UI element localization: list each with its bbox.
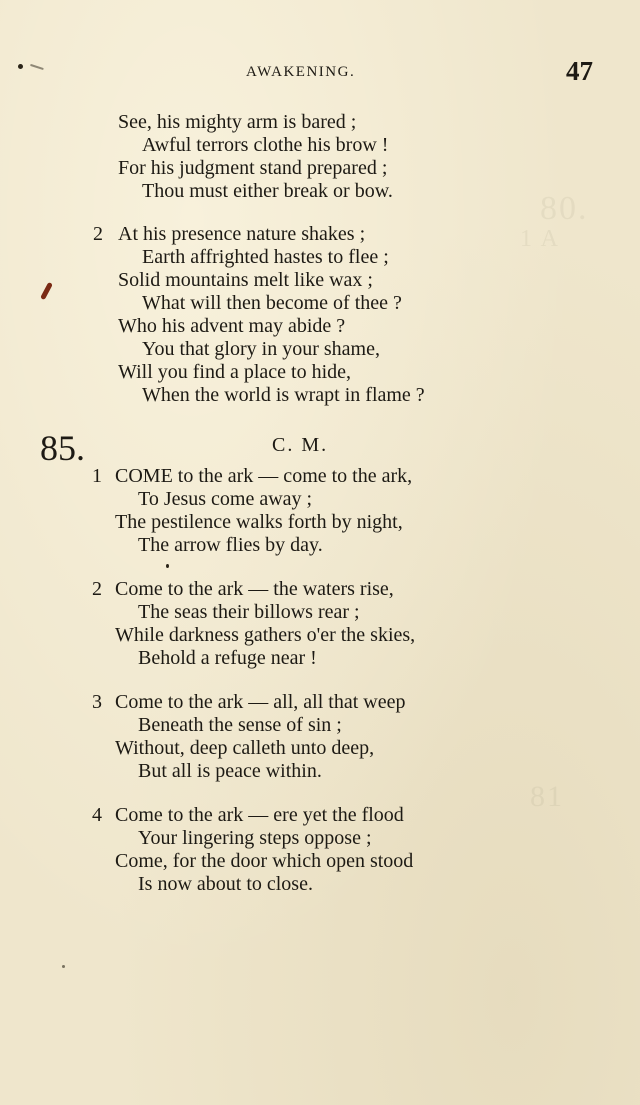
verse-line: Come to the ark — ere yet the flood bbox=[115, 804, 404, 826]
verse-line: What will then become of thee ? bbox=[142, 292, 402, 314]
verse-line: Come to the ark — all, all that weep bbox=[115, 691, 406, 713]
verse-line: At his presence nature shakes ; bbox=[118, 223, 366, 245]
verse-line: While darkness gathers o'er the skies, bbox=[115, 624, 416, 646]
bleed-through-mark: 1 A bbox=[520, 226, 561, 252]
verse-line: Solid mountains melt like wax ; bbox=[118, 269, 373, 291]
verse-line: Behold a refuge near ! bbox=[138, 647, 317, 669]
verse-line: Thou must either break or bow. bbox=[142, 180, 393, 202]
running-head: AWAKENING. bbox=[246, 64, 356, 80]
verse-line: Beneath the sense of sin ; bbox=[138, 714, 342, 736]
stanza-number: 2 bbox=[92, 578, 102, 600]
ink-speck bbox=[62, 965, 65, 968]
ink-speck bbox=[166, 564, 169, 568]
verse-line: Earth affrighted hastes to flee ; bbox=[142, 246, 389, 268]
page-header bbox=[0, 56, 640, 88]
verse-line: For his judgment stand prepared ; bbox=[118, 157, 388, 179]
verse-line: You that glory in your shame, bbox=[142, 338, 380, 360]
page-number: 47 bbox=[566, 56, 593, 86]
stanza-number: 4 bbox=[92, 804, 102, 826]
verse-line: The seas their billows rear ; bbox=[138, 601, 360, 623]
bleed-through-mark: 80. bbox=[540, 190, 589, 227]
verse-line: The pestilence walks forth by night, bbox=[115, 511, 403, 533]
verse-line: COME to the ark — come to the ark, bbox=[115, 465, 413, 487]
verse-line: Your lingering steps oppose ; bbox=[138, 827, 372, 849]
ink-mark bbox=[40, 282, 53, 300]
stanza-number: 2 bbox=[93, 223, 103, 245]
verse-line: See, his mighty arm is bared ; bbox=[118, 111, 357, 133]
verse-line: Come to the ark — the waters rise, bbox=[115, 578, 394, 600]
verse-line: Come, for the door which open stood bbox=[115, 850, 414, 872]
verse-line: Awful terrors clothe his brow ! bbox=[142, 134, 389, 156]
hymn-number: 85. bbox=[40, 428, 85, 468]
hymn-meter: C. M. bbox=[272, 434, 329, 456]
verse-line: Who his advent may abide ? bbox=[118, 315, 346, 337]
stanza-number: 3 bbox=[92, 691, 102, 713]
bleed-through-mark: 81 bbox=[530, 780, 564, 813]
verse-line: Is now about to close. bbox=[138, 873, 313, 895]
verse-line: But all is peace within. bbox=[138, 760, 322, 782]
verse-line: Without, deep calleth unto deep, bbox=[115, 737, 375, 759]
verse-line: Will you find a place to hide, bbox=[118, 361, 352, 383]
verse-line: When the world is wrapt in flame ? bbox=[142, 384, 425, 406]
verse-line: To Jesus come away ; bbox=[138, 488, 313, 510]
verse-line: The arrow flies by day. bbox=[138, 534, 323, 556]
stanza-number: 1 bbox=[92, 465, 102, 487]
